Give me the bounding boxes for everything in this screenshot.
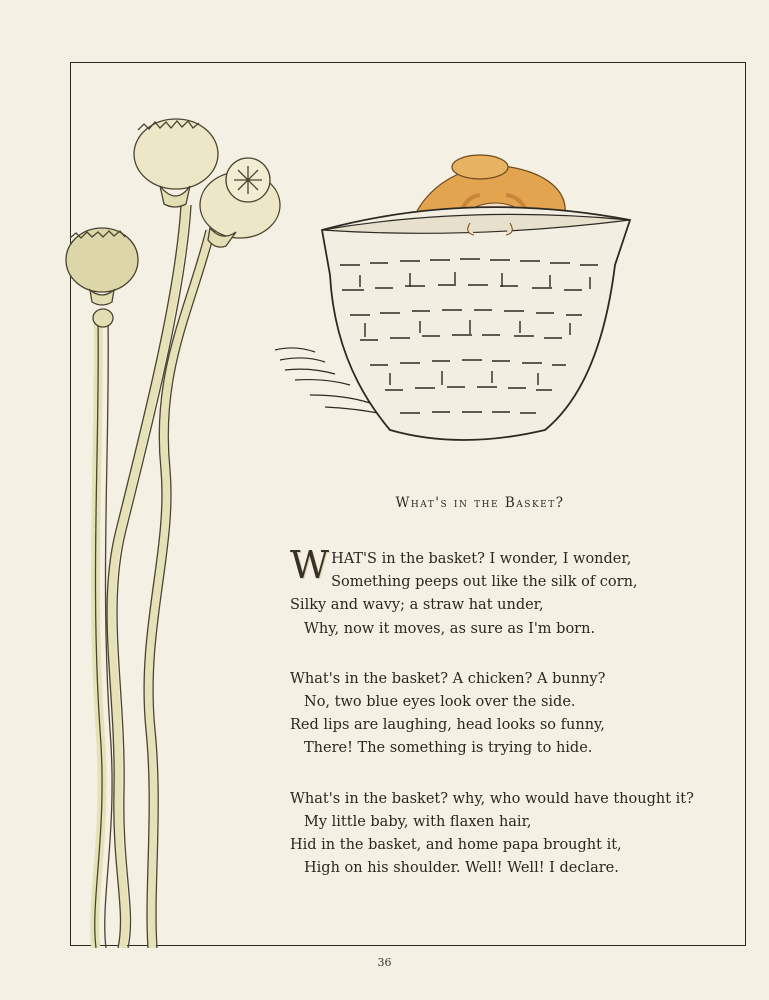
poem-line: What's in the basket? A chicken? A bunny? bbox=[290, 670, 606, 687]
page-number: 36 bbox=[377, 956, 392, 969]
poem-line: Red lips are laughing, head looks so funny, bbox=[290, 717, 605, 734]
poem-line: There! The something is trying to hide. bbox=[304, 740, 593, 757]
poem-line: My little baby, with flaxen hair, bbox=[304, 813, 532, 830]
poem-line: Why, now it moves, as sure as I'm born. bbox=[304, 620, 596, 637]
poem-line: Hid in the basket, and home papa brought it, bbox=[290, 836, 622, 853]
basket-illustration bbox=[270, 145, 640, 455]
poem-line: HAT'S in the basket? I wonder, I wonder, bbox=[331, 551, 632, 567]
poppy-illustration bbox=[60, 110, 300, 948]
stanza-3 bbox=[290, 788, 694, 881]
poem-line: High on his shoulder. Well! Well! I declare. bbox=[304, 860, 619, 877]
poem-title: What's in the Basket? bbox=[395, 495, 565, 511]
drop-cap: W bbox=[290, 543, 330, 587]
poem-line: No, two blue eyes look over the side. bbox=[304, 693, 576, 710]
stanza-2 bbox=[290, 668, 690, 761]
poem-line: What's in the basket? why, who would have thought it? bbox=[290, 790, 694, 807]
poem-line: Something peeps out like the silk of corn, bbox=[331, 574, 638, 591]
stanza-1 bbox=[290, 543, 690, 641]
poem-body bbox=[290, 543, 694, 907]
poem-line: Silky and wavy; a straw hat under, bbox=[290, 597, 544, 614]
